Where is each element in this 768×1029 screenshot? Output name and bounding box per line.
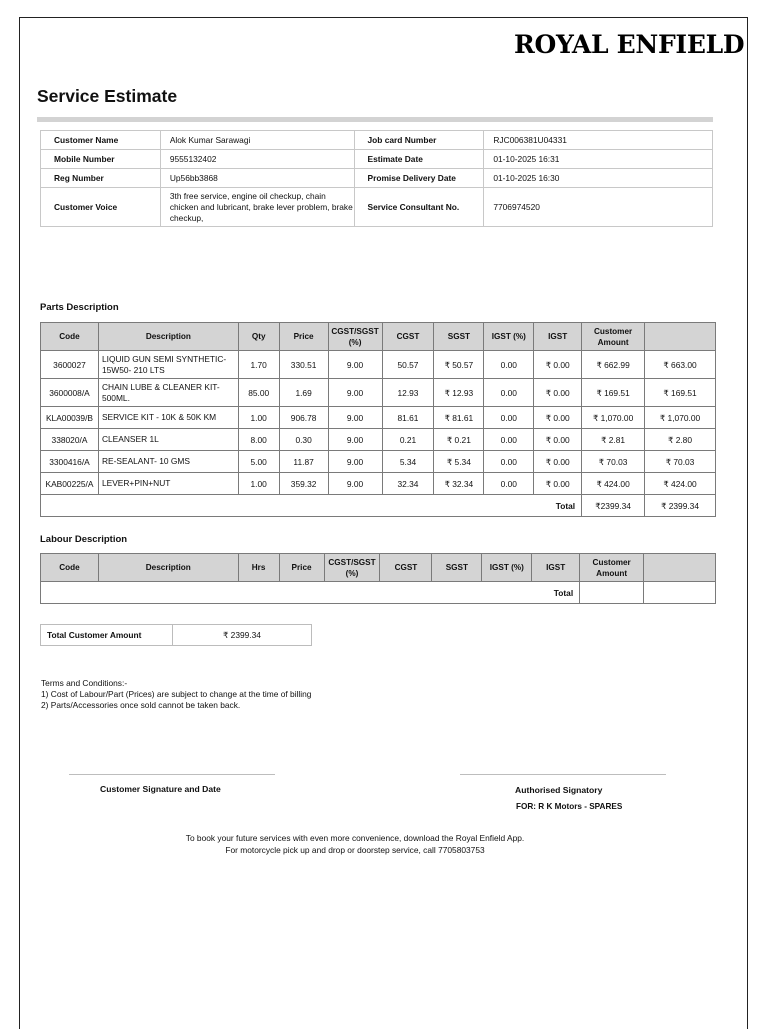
info-row: [41, 150, 713, 169]
total-customer-amount-table: [40, 624, 312, 646]
parts-header-cell: [645, 323, 716, 351]
parts-cell: 11.87: [279, 451, 328, 473]
labour-header-cell: [644, 554, 716, 582]
info-row: [41, 188, 713, 227]
parts-total-label: Total: [41, 495, 582, 517]
terms-item: 1) Cost of Labour/Part (Prices) are subject to change at the time of billing: [41, 689, 312, 699]
authorised-signatory-label: Authorised Signatory: [515, 785, 603, 795]
parts-total-amount: ₹2399.34: [582, 495, 645, 517]
parts-cell: ₹ 12.93: [434, 379, 484, 407]
info-row: [41, 131, 713, 150]
labour-total-amount: [580, 582, 644, 604]
parts-cell: ₹ 70.03: [582, 451, 645, 473]
mobile-label: Mobile Number: [41, 150, 161, 169]
parts-cell: 5.00: [238, 451, 279, 473]
parts-cell: 9.00: [328, 429, 382, 451]
labour-header-cell: SGST: [432, 554, 482, 582]
parts-cell: 906.78: [279, 407, 328, 429]
estimate-date-label: Estimate Date: [354, 150, 484, 169]
parts-table: [40, 322, 716, 517]
labour-header-cell: IGST: [532, 554, 580, 582]
parts-cell: RE-SEALANT- 10 GMS: [98, 451, 238, 473]
terms-and-conditions: [41, 678, 311, 711]
labour-header-cell: CGST: [380, 554, 432, 582]
consultant-label: Service Consultant No.: [354, 188, 484, 227]
promise-date-value: 01-10-2025 16:30: [484, 169, 713, 188]
parts-header-cell: IGST (%): [484, 323, 534, 351]
parts-cell: ₹ 424.00: [582, 473, 645, 495]
labour-total-row: [41, 582, 716, 604]
customer-name-label: Customer Name: [41, 131, 161, 150]
consultant-value: 7706974520: [484, 188, 713, 227]
footer-line-pickup: For motorcycle pick up and drop or doorstep service, call 7705803753: [225, 845, 485, 855]
labour-section-title: Labour Description: [40, 534, 128, 545]
parts-cell: 3600027: [41, 351, 99, 379]
parts-cell: 0.21: [382, 429, 434, 451]
parts-header-cell: Code: [41, 323, 99, 351]
authorised-signature-line: [460, 774, 666, 775]
parts-cell: 1.69: [279, 379, 328, 407]
total-customer-amount-value: ₹ 2399.34: [173, 625, 312, 646]
parts-cell: 32.34: [382, 473, 434, 495]
parts-cell: ₹ 70.03: [645, 451, 716, 473]
labour-header-cell: Customer Amount: [580, 554, 644, 582]
parts-header-cell: IGST: [534, 323, 582, 351]
parts-cell: 0.00: [484, 379, 534, 407]
parts-cell: LEVER+PIN+NUT: [98, 473, 238, 495]
parts-section-title: Parts Description: [40, 302, 119, 313]
footer-line-app: To book your future services with even more convenience, download the Royal Enfield App.: [185, 833, 525, 843]
footer-note: [40, 832, 670, 856]
parts-cell: 0.00: [484, 473, 534, 495]
parts-cell: 1.00: [238, 473, 279, 495]
jobcard-value: RJC006381U04331: [484, 131, 713, 150]
parts-cell: SERVICE KIT - 10K & 50K KM: [98, 407, 238, 429]
parts-cell: 0.00: [484, 451, 534, 473]
parts-cell: ₹ 0.00: [534, 351, 582, 379]
parts-cell: KAB00225/A: [41, 473, 99, 495]
parts-cell: ₹ 2.81: [582, 429, 645, 451]
customer-name-value: Alok Kumar Sarawagi: [160, 131, 354, 150]
parts-total-final: ₹ 2399.34: [645, 495, 716, 517]
parts-cell: 0.00: [484, 407, 534, 429]
parts-cell: ₹ 662.99: [582, 351, 645, 379]
terms-item: 2) Parts/Accessories once sold cannot be taken back.: [41, 700, 241, 710]
parts-header-cell: CGST/SGST (%): [328, 323, 382, 351]
customer-signature-label: Customer Signature and Date: [100, 784, 221, 794]
customer-info-table: [40, 130, 713, 227]
parts-cell: 0.00: [484, 429, 534, 451]
reg-value: Up56bb3868: [160, 169, 354, 188]
parts-cell: ₹ 1,070.00: [582, 407, 645, 429]
parts-total-row: [41, 495, 716, 517]
parts-cell: 1.70: [238, 351, 279, 379]
parts-cell: 85.00: [238, 379, 279, 407]
parts-cell: ₹ 5.34: [434, 451, 484, 473]
parts-cell: 9.00: [328, 451, 382, 473]
parts-cell: 9.00: [328, 473, 382, 495]
parts-cell: 9.00: [328, 379, 382, 407]
terms-heading: Terms and Conditions:-: [41, 678, 128, 688]
parts-header-row: [41, 323, 716, 351]
parts-cell: ₹ 2.80: [645, 429, 716, 451]
parts-cell: ₹ 0.00: [534, 451, 582, 473]
page-title: Service Estimate: [37, 86, 178, 106]
jobcard-label: Job card Number: [354, 131, 484, 150]
parts-cell: ₹ 169.51: [645, 379, 716, 407]
parts-header-cell: Qty: [238, 323, 279, 351]
title-divider: [37, 117, 713, 122]
labour-header-cell: CGST/SGST (%): [324, 554, 380, 582]
parts-cell: ₹ 50.57: [434, 351, 484, 379]
reg-label: Reg Number: [41, 169, 161, 188]
parts-cell: 0.00: [484, 351, 534, 379]
parts-cell: CHAIN LUBE & CLEANER KIT-500ML.: [98, 379, 238, 407]
labour-header-cell: Description: [98, 554, 238, 582]
customer-signature-line: [69, 774, 275, 775]
parts-cell: ₹ 424.00: [645, 473, 716, 495]
labour-total-label: Total: [41, 582, 580, 604]
labour-header-row: [41, 554, 716, 582]
parts-cell: 330.51: [279, 351, 328, 379]
parts-header-cell: Customer Amount: [582, 323, 645, 351]
parts-row: [41, 451, 716, 473]
parts-cell: ₹ 81.61: [434, 407, 484, 429]
parts-cell: 9.00: [328, 351, 382, 379]
for-dealer-label: FOR: R K Motors - SPARES: [516, 802, 623, 811]
parts-cell: LIQUID GUN SEMI SYNTHETIC-15W50- 210 LTS: [98, 351, 238, 379]
labour-header-cell: Code: [41, 554, 99, 582]
labour-header-cell: Hrs: [238, 554, 279, 582]
labour-header-cell: Price: [279, 554, 324, 582]
parts-cell: ₹ 0.00: [534, 473, 582, 495]
promise-date-label: Promise Delivery Date: [354, 169, 484, 188]
parts-row: [41, 429, 716, 451]
labour-total-final: [644, 582, 716, 604]
parts-cell: ₹ 0.21: [434, 429, 484, 451]
parts-cell: CLEANSER 1L: [98, 429, 238, 451]
parts-row: [41, 379, 716, 407]
parts-cell: 9.00: [328, 407, 382, 429]
parts-header-cell: CGST: [382, 323, 434, 351]
parts-cell: 3300416/A: [41, 451, 99, 473]
parts-cell: ₹ 0.00: [534, 429, 582, 451]
parts-header-cell: Price: [279, 323, 328, 351]
parts-cell: ₹ 169.51: [582, 379, 645, 407]
parts-header-cell: SGST: [434, 323, 484, 351]
total-customer-amount-label: Total Customer Amount: [41, 625, 173, 646]
parts-header-cell: Description: [98, 323, 238, 351]
parts-row: [41, 407, 716, 429]
parts-cell: 5.34: [382, 451, 434, 473]
estimate-date-value: 01-10-2025 16:31: [484, 150, 713, 169]
customer-voice-value: 3th free service, engine oil checkup, chain chicken and lubricant, brake lever problem, brake checkup,: [160, 188, 354, 227]
parts-cell: ₹ 32.34: [434, 473, 484, 495]
mobile-value: 9555132402: [160, 150, 354, 169]
parts-cell: 8.00: [238, 429, 279, 451]
parts-cell: 1.00: [238, 407, 279, 429]
parts-row: [41, 351, 716, 379]
info-row: [41, 169, 713, 188]
parts-cell: ₹ 663.00: [645, 351, 716, 379]
parts-cell: 3600008/A: [41, 379, 99, 407]
labour-header-cell: IGST (%): [482, 554, 532, 582]
parts-cell: 338020/A: [41, 429, 99, 451]
parts-cell: 0.30: [279, 429, 328, 451]
parts-cell: KLA00039/B: [41, 407, 99, 429]
parts-cell: ₹ 0.00: [534, 407, 582, 429]
brand-logo: ROYAL ENFIELD: [514, 30, 745, 59]
parts-cell: 81.61: [382, 407, 434, 429]
labour-table: [40, 553, 716, 604]
parts-row: [41, 473, 716, 495]
parts-cell: ₹ 0.00: [534, 379, 582, 407]
parts-cell: ₹ 1,070.00: [645, 407, 716, 429]
parts-cell: 12.93: [382, 379, 434, 407]
customer-voice-label: Customer Voice: [41, 188, 161, 227]
parts-cell: 359.32: [279, 473, 328, 495]
parts-cell: 50.57: [382, 351, 434, 379]
